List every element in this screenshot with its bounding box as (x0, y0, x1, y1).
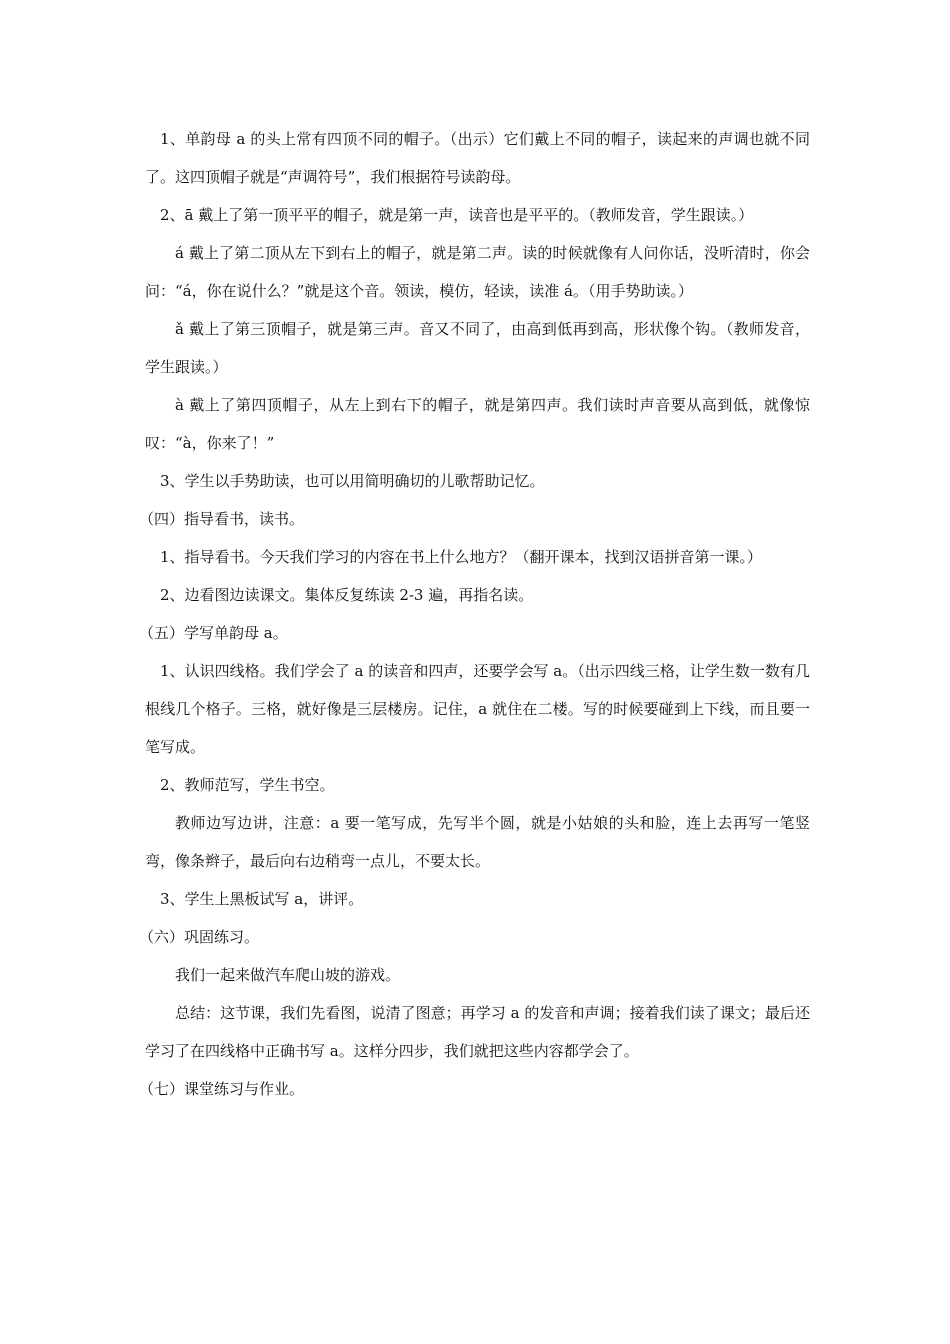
paragraph-first-tone: 2、ā 戴上了第一顶平平的帽子，就是第一声，读音也是平平的。（教师发音，学生跟读。） (160, 206, 754, 224)
paragraph-writing-notes: 教师边写边讲，注意：a 要一笔写成，先写半个圆，就是小姑娘的头和脸，连上去再写一笔竖弯，像条辫子，最后向右边稍弯一点儿，不要太长。 (145, 814, 810, 870)
section-heading-7: （七）课堂练习与作业。 (139, 1080, 305, 1098)
paragraph-guide-book: 1、指导看书。今天我们学习的内容在书上什么地方？（翻开课本，找到汉语拼音第一课。） (160, 548, 763, 566)
document-body (139, 120, 810, 1108)
paragraph-game: 我们一起来做汽车爬山坡的游戏。 (175, 966, 401, 984)
paragraph-tone-hats: 1、单韵母 a 的头上常有四顶不同的帽子。（出示）它们戴上不同的帽子，读起来的声调也就不同了。这四顶帽子就是“声调符号”，我们根据符号读韵母。 (145, 130, 810, 186)
paragraph-fourth-tone: à 戴上了第四顶帽子，从左上到右下的帽子，就是第四声。我们读时声音要从高到低，就像惊叹：“à，你来了！” (145, 396, 810, 452)
paragraph-teacher-demo: 2、教师范写，学生书空。 (160, 776, 335, 794)
section-heading-6: （六）巩固练习。 (139, 928, 260, 946)
paragraph-read-text: 2、边看图边读课文。集体反复练读 2-3 遍，再指名读。 (160, 586, 534, 604)
paragraph-third-tone: ǎ 戴上了第三顶帽子，就是第三声。音又不同了，由高到低再到高，形状像个钩。（教师发音，学生跟读。） (145, 320, 810, 376)
paragraph-summary: 总结：这节课，我们先看图，说清了图意；再学习 a 的发音和声调；接着我们读了课文；最后还学习了在四线格中正确书写 a。这样分四步，我们就把这些内容都学会了。 (145, 1004, 810, 1060)
paragraph-second-tone: á 戴上了第二顶从左下到右上的帽子，就是第二声。读的时候就像有人问你话，没听清时，你会问：“á，你在说什么？”就是这个音。领读，模仿，轻读，读准 á。（用手势助读。） (145, 244, 810, 300)
paragraph-four-line-grid: 1、认识四线格。我们学会了 a 的读音和四声，还要学会写 a。（出示四线三格，让学生数一数有几根线几个格子。三格，就好像是三层楼房。记住，a 就住在二楼。写的时候要碰到上下线，而且要一笔写成。 (145, 662, 810, 756)
paragraph-blackboard-practice: 3、学生上黑板试写 a，讲评。 (160, 890, 364, 908)
section-heading-5: （五）学写单韵母 a。 (139, 624, 288, 642)
paragraph-gesture-reading: 3、学生以手势助读，也可以用简明确切的儿歌帮助记忆。 (160, 472, 545, 490)
section-heading-4: （四）指导看书，读书。 (139, 510, 305, 528)
